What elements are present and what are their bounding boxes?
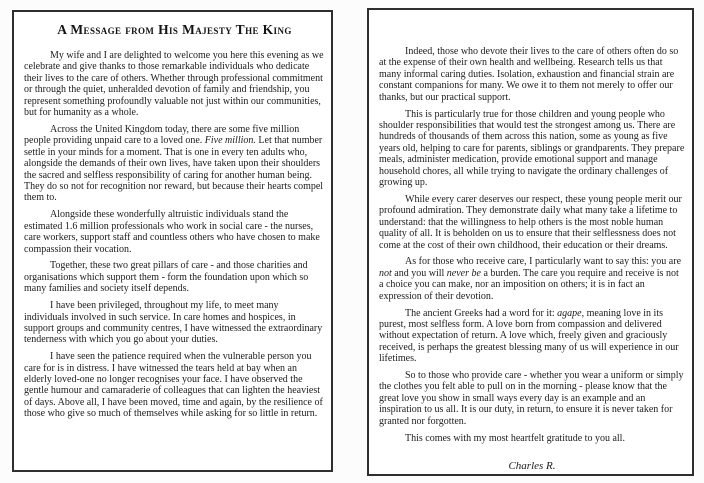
paragraph — [24, 124, 325, 204]
text-run: Let that number settle in your minds for a moment. That is one in every ten adults who, alongside the demands of their own lives, have taken upon their shoulders the sacred and selfless responsibility of caring for another human being. They do so not for recognition nor reward, but because their hearts compel them to. — [24, 135, 324, 204]
paragraph — [379, 256, 685, 302]
paragraph — [379, 308, 685, 365]
paragraph — [24, 300, 325, 346]
paragraph — [379, 109, 685, 189]
text-run: I have been privileged, throughout my life, to meet many individuals involved in such service. In care homes and hospices, in support groups and community centres, I have witnessed the extraordinary tenderness with which you go about your duties. — [24, 300, 323, 346]
signature: Charles R. — [508, 460, 556, 472]
text-run: and you will — [391, 267, 447, 279]
text-run: Indeed, those who devote their lives to the care of others often do so at the expense of their own health and wellbeing. Research tells us that many informal caring duties. Isolation, exhaustion and financial strain are constant companions for many. We owe it to them not merely to offer our thanks, but our practical support. — [379, 46, 679, 103]
letter-title: A Message from His Majesty The King — [57, 22, 292, 37]
right-page-body — [379, 46, 685, 444]
text-run: Together, these two great pillars of care - and those charities and organisations which support them - form the foundation upon which so many families and society itself depends. — [24, 260, 309, 295]
letter-page-left — [12, 10, 333, 472]
paragraph — [24, 260, 325, 294]
paragraph — [24, 50, 325, 118]
letter-page-right — [367, 8, 694, 476]
italic-text-run: Five million. — [204, 135, 256, 147]
text-run: This comes with my most heartfelt gratitude to you all. — [405, 432, 625, 444]
italic-text-run: not — [379, 267, 392, 279]
text-run: Alongside these wonderfully altruistic individuals stand the estimated 1.6 million professionals who work in social care - the nurses, care workers, support staff and countless others who have chosen to make compassion their vocation. — [24, 209, 320, 255]
paragraph — [24, 209, 325, 255]
text-run: So to those who provide care - whether you wear a uniform or simply the clothes you felt able to pull on in the morning - please know that the great love you show in small ways every day is an example and an inspiration to us all. It is our duty, in return, to ensure it is never taken for granted nor forgotten. — [379, 370, 684, 427]
text-run: a burden. The care you require and receive is not a choice you can make, nor an imposition on others; it is in fact an expression of their devotion. — [379, 267, 679, 302]
paragraph — [379, 46, 685, 103]
paragraph — [379, 370, 685, 427]
left-page-body — [24, 50, 325, 420]
text-run: The ancient Greeks had a word for it: — [405, 307, 558, 319]
text-run: I have seen the patience required when the vulnerable person you care for is in distress. I have witnessed the tears held at bay when an elderly loved-one no longer recognises your face. I have observed the gentle humour and camaraderie of colleagues that can lighten the heaviest of days. Above all, I have been moved, time and again, by the resilience of those who give so much of themselves while asking for so little in return. — [24, 351, 323, 420]
text-run: This is particularly true for those children and young people who shoulder responsibilities that would test the strongest among us. There are hundreds of thousands of them across this nation, some as young as five years old, helping to care for parents, siblings or grandparents. They prepare meals, administer medication, provide emotional support and manage household chores, all while trying to navigate the ordinary challenges of growing up. — [379, 108, 685, 188]
italic-text-run: agape — [557, 307, 582, 319]
text-run: , meaning love in its purest, most selfless form. A love born from compassion and delivered without expectation of return. A love which, freely given and graciously received, is perhaps the greatest blessing many of us will experience in our lifetimes. — [379, 307, 679, 365]
italic-text-run: never be — [446, 267, 481, 279]
paragraph — [24, 351, 325, 419]
text-run: My wife and I are delighted to welcome you here this evening as we celebrate and give thanks to those remarkable individuals who dedicate their lives to the care of others. Whether through professional commitment or through the quiet, unheralded devotion of family and friendship, you represent something profoundly valuable not just within our communities, but for humanity as a whole. — [24, 50, 324, 119]
paragraph — [379, 194, 685, 251]
paragraph — [379, 433, 685, 444]
text-run: While every carer deserves our respect, these young people merit our profound admiration. They demonstrate daily what many take a lifetime to understand: that the willingness to help others is the most noble human quality of all. It is beholden on us to ensure that their selflessness does not come at the cost of their own childhood, their education or their dreams. — [379, 193, 682, 251]
text-run: Across the United Kingdom today, there are some five million people providing unpaid care to a loved one. — [24, 123, 300, 147]
text-run: As for those who receive care, I particularly want to say this: you are — [405, 256, 682, 268]
